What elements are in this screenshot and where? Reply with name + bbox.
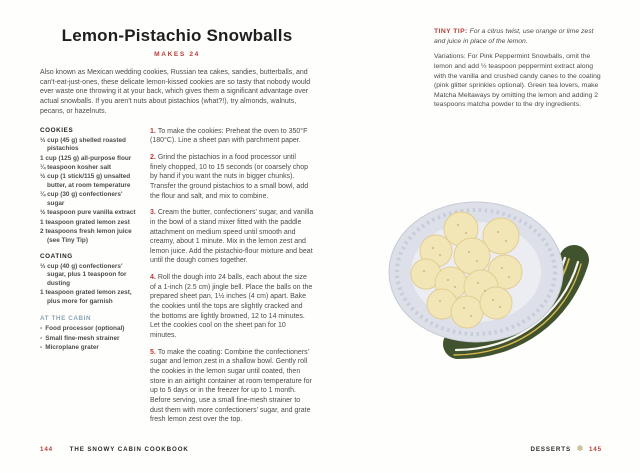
ingredient-item: ½ teaspoon pure vanilla extract	[40, 209, 136, 217]
cookie	[451, 296, 483, 328]
variations-text: Variations: For Pink Peppermint Snowballs, omit the lemon and add ½ teaspoon peppermint extract along with the vanilla and crushed candy canes to the coating (pink glitter sprinkles optional). Green tea lovers, make Matcha Meltaways by omitting the lemon and adding 2 teaspoons matcha powder to the dry ingredients.	[434, 53, 601, 109]
steps-column	[140, 127, 314, 432]
left-page-number: 144	[40, 446, 54, 453]
step-number: 4.	[150, 274, 156, 282]
makes-count: MAKES 24	[154, 51, 200, 58]
ingredient-item: ⅓ cup (40 g) confectioners' sugar, plus 1 teaspoon for dusting	[40, 263, 127, 287]
step-text: To make the coating: Combine the confectioners' sugar and lemon zest in a shallow bowl. Gently roll the cookies in the lemon sugar until coated, then store in an airtight container at room temperature for up to 5 days or in the freezer for up to 1 month. Before serving, use a small fine-mesh strainer to dust them with more confectioners' sugar, and grate fresh lemon zest over the top.	[150, 348, 312, 424]
ingredient-item: 1 cup (125 g) all-purpose flour	[40, 154, 132, 162]
recipe-title: Lemon-Pistachio Snowballs	[61, 26, 293, 45]
step-number: 5.	[150, 348, 156, 356]
tiny-tip-label: TINY TIP:	[434, 28, 468, 35]
step-number: 2.	[150, 153, 156, 161]
ingredient-item: 1 teaspoon grated lemon zest	[40, 218, 130, 226]
left-page	[40, 26, 314, 432]
equipment-item: • Food processor (optional)	[40, 325, 140, 333]
coating-heading: COATING	[40, 253, 73, 261]
coating-ingredient-list	[40, 263, 140, 306]
equipment-list	[40, 325, 140, 352]
cookie	[454, 238, 490, 274]
ingredient-item: ¼ cup (30 g) confectioners' sugar	[40, 191, 123, 207]
ingredient-item: ⅓ cup (45 g) shelled roasted pistachios	[40, 136, 126, 153]
ingredients-column	[40, 127, 140, 432]
step-number: 3.	[150, 209, 156, 217]
ingredient-item: ¼ teaspoon kosher salt	[40, 163, 112, 171]
step-text: Cream the butter, confectioners' sugar, and vanilla in the bowl of a stand mixer fitted with the paddle attachment on medium speed until smooth and creamy, about 1 minute. Mix in the lemon zest and lemon juice. Add the pistachio-flour mixture and beat until the dough comes together.	[150, 209, 314, 265]
step-text: To make the cookies: Preheat the oven to 350°F (180°C). Line a sheet pan with parchment paper.	[150, 127, 308, 145]
plate-of-cookies-drawing	[388, 192, 593, 362]
ingredient-item: ½ cup (1 stick/115 g) unsalted butter, at room temperature	[40, 173, 131, 189]
cookies-ingredient-list	[40, 137, 140, 245]
right-footer	[530, 444, 602, 453]
step-2	[150, 153, 314, 201]
snowball-cookies-illustration	[388, 192, 593, 362]
step-text: Grind the pistachios in a food processor until finely chopped, 10 to 15 seconds (or coarsely chop by hand if you want the nuts in bigger chunks). Transfer the ground pistachios to a small bowl, add the flour and salt, and mix to combine.	[150, 153, 309, 200]
tiny-tip-text: For a citrus twist, use orange or lime zest and juice in place of the lemon.	[434, 28, 594, 45]
recipe-columns	[40, 127, 314, 432]
right-page-number: 145	[588, 446, 602, 453]
at-the-cabin-heading: AT THE CABIN	[40, 315, 92, 323]
step-text: Roll the dough into 24 balls, each about the size of a 1-inch (2.5 cm) jingle bell. Place the balls on the prepared sheet pan, 1½ inches (4 cm) apart. Bake the cookies until the tops are slightly cracked and the bottoms are lightly browned, 12 to 14 minutes. Let the cookies cool on the sheet pan for 10 minutes.	[150, 274, 313, 340]
ingredient-item: 1 teaspoon grated lemon zest, plus more for garnish	[40, 289, 132, 305]
intro-text: Also known as Mexican wedding cookies, Russian tea cakes, sandies, butterballs, and can't-eat-just-ones, these delicate lemon-kissed cookies are so tasty that nobody would ever waste one throwing it at your back, which gives them a significant advantage over actual snowballs. If you aren't nuts about pistachios (what?!), try almonds, walnuts, pecans, or hazelnuts.	[40, 69, 311, 115]
equipment-item: • Small fine-mesh strainer	[40, 335, 140, 343]
cookies-heading: COOKIES	[40, 126, 74, 134]
snowflake-icon: ❄	[576, 444, 584, 453]
step-number: 1.	[150, 127, 156, 135]
section-label: DESSERTS	[530, 446, 572, 453]
book-title: THE SNOWY CABIN COOKBOOK	[69, 446, 189, 453]
left-footer	[40, 446, 189, 453]
step-4	[150, 273, 314, 341]
equipment-item: • Microplane grater	[40, 344, 140, 352]
ingredient-item: 2 teaspoons fresh lemon juice (see Tiny Tip)	[40, 228, 132, 244]
step-5	[150, 348, 314, 425]
step-3	[150, 208, 314, 266]
step-1	[150, 127, 314, 146]
tip-box	[434, 27, 604, 110]
